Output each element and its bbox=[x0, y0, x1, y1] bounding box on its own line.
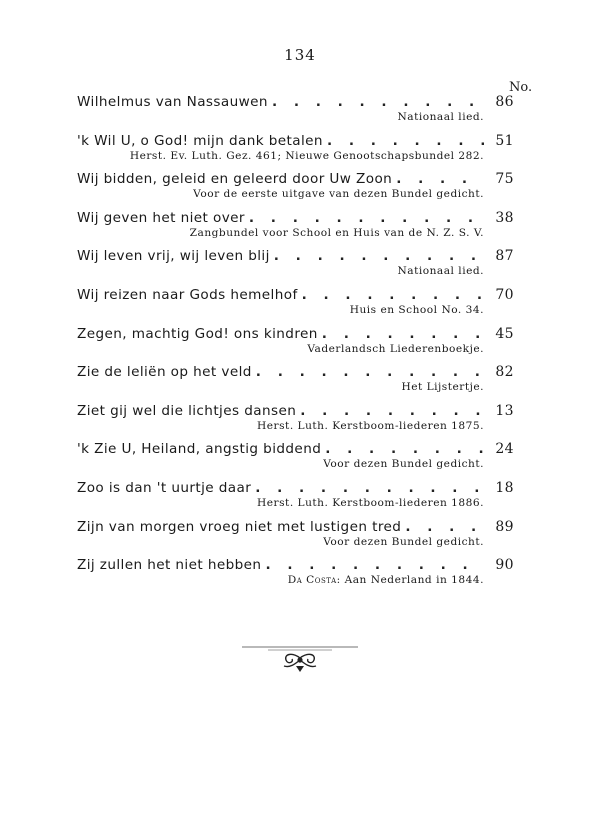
index-entry bbox=[77, 557, 514, 596]
index-entry bbox=[77, 441, 514, 480]
dot-leader bbox=[396, 171, 484, 187]
index-entry bbox=[77, 248, 514, 287]
entry-source: Zangbundel voor School en Huis van de N. Z. S. V. bbox=[189, 226, 484, 239]
entry-number: 45 bbox=[495, 325, 514, 342]
dot-leader bbox=[322, 326, 484, 342]
dot-leader bbox=[302, 287, 484, 303]
entry-number: 82 bbox=[495, 364, 514, 381]
dot-leader bbox=[265, 557, 484, 573]
entry-number: 89 bbox=[495, 518, 514, 535]
entry-title: 'k Wil U, o God! mijn dank betalen bbox=[77, 132, 323, 149]
dot-leader bbox=[256, 364, 484, 380]
source-author: Da Costa bbox=[287, 574, 337, 587]
index-entry bbox=[77, 133, 514, 172]
entry-source: Herst. Luth. Kerstboom-liederen 1886. bbox=[257, 496, 484, 509]
index-entry bbox=[77, 287, 514, 326]
entry-source: Herst. Luth. Kerstboom-liederen 1875. bbox=[257, 419, 484, 432]
source-text: : Aan Nederland in 1844. bbox=[336, 574, 484, 587]
entry-title: Zij zullen het niet hebben bbox=[77, 557, 262, 574]
entry-source: Nationaal lied. bbox=[397, 111, 484, 123]
entry-source: Voor dezen Bundel gedicht. bbox=[323, 535, 484, 548]
index-entry bbox=[77, 210, 514, 249]
entry-title: 'k Zie U, Heiland, angstig biddend bbox=[77, 441, 322, 458]
entry-title: Zijn van morgen vroeg niet met lustigen tred bbox=[77, 518, 402, 535]
index-entry bbox=[77, 94, 514, 133]
entry-source: Huis en School No. 34. bbox=[349, 303, 484, 316]
entry-number: 86 bbox=[495, 94, 514, 110]
entry-number: 13 bbox=[495, 402, 514, 419]
entry-source: Herst. Ev. Luth. Gez. 461; Nieuwe Genootschapsbundel 282. bbox=[129, 149, 484, 162]
index-list bbox=[77, 94, 514, 596]
entry-source: Voor de eerste uitgave van dezen Bundel gedicht. bbox=[193, 188, 484, 201]
entry-number: 51 bbox=[495, 132, 514, 149]
entry-number: 87 bbox=[495, 248, 514, 265]
entry-source: Vaderlandsch Liederenboekje. bbox=[307, 342, 484, 355]
dot-leader bbox=[327, 133, 484, 149]
index-entry bbox=[77, 403, 514, 442]
entry-number: 18 bbox=[495, 479, 514, 496]
page-number: 134 bbox=[284, 46, 316, 64]
index-entry bbox=[77, 364, 514, 403]
dot-leader bbox=[255, 480, 484, 496]
dot-leader bbox=[405, 519, 484, 535]
dot-leader bbox=[274, 248, 484, 264]
entry-title: Zie de leliën op het veld bbox=[77, 364, 252, 381]
entry-title: Wilhelmus van Nassauwen bbox=[77, 94, 268, 110]
entry-title: Zegen, machtig God! ons kindren bbox=[77, 325, 318, 342]
entry-title: Wij geven het niet over bbox=[77, 209, 245, 226]
fleuron-icon bbox=[240, 640, 360, 680]
entry-title: Zoo is dan 't uurtje daar bbox=[77, 479, 252, 496]
entry-number: 75 bbox=[495, 171, 514, 188]
entry-number: 90 bbox=[495, 557, 514, 574]
entry-title: Wij bidden, geleid en geleerd door Uw Zoon bbox=[77, 171, 393, 188]
entry-title: Ziet gij wel die lichtjes dansen bbox=[77, 402, 297, 419]
entry-source bbox=[288, 574, 484, 586]
index-entry bbox=[77, 171, 514, 210]
entry-title: Wij leven vrij, wij leven blij bbox=[77, 248, 270, 265]
dot-leader bbox=[249, 210, 484, 226]
number-column-header: No. bbox=[509, 80, 533, 95]
entry-number: 38 bbox=[495, 209, 514, 226]
entry-number: 70 bbox=[495, 286, 514, 303]
entry-source: Het Lijstertje. bbox=[401, 381, 484, 394]
dot-leader bbox=[272, 94, 484, 110]
index-entry bbox=[77, 480, 514, 519]
dot-leader bbox=[300, 403, 484, 419]
entry-source: Nationaal lied. bbox=[397, 265, 484, 278]
entry-number: 24 bbox=[495, 441, 514, 458]
dot-leader bbox=[325, 441, 484, 457]
entry-title: Wij reizen naar Gods hemelhof bbox=[77, 286, 298, 303]
entry-source: Voor dezen Bundel gedicht. bbox=[323, 458, 484, 471]
index-entry bbox=[77, 326, 514, 365]
index-entry bbox=[77, 519, 514, 558]
